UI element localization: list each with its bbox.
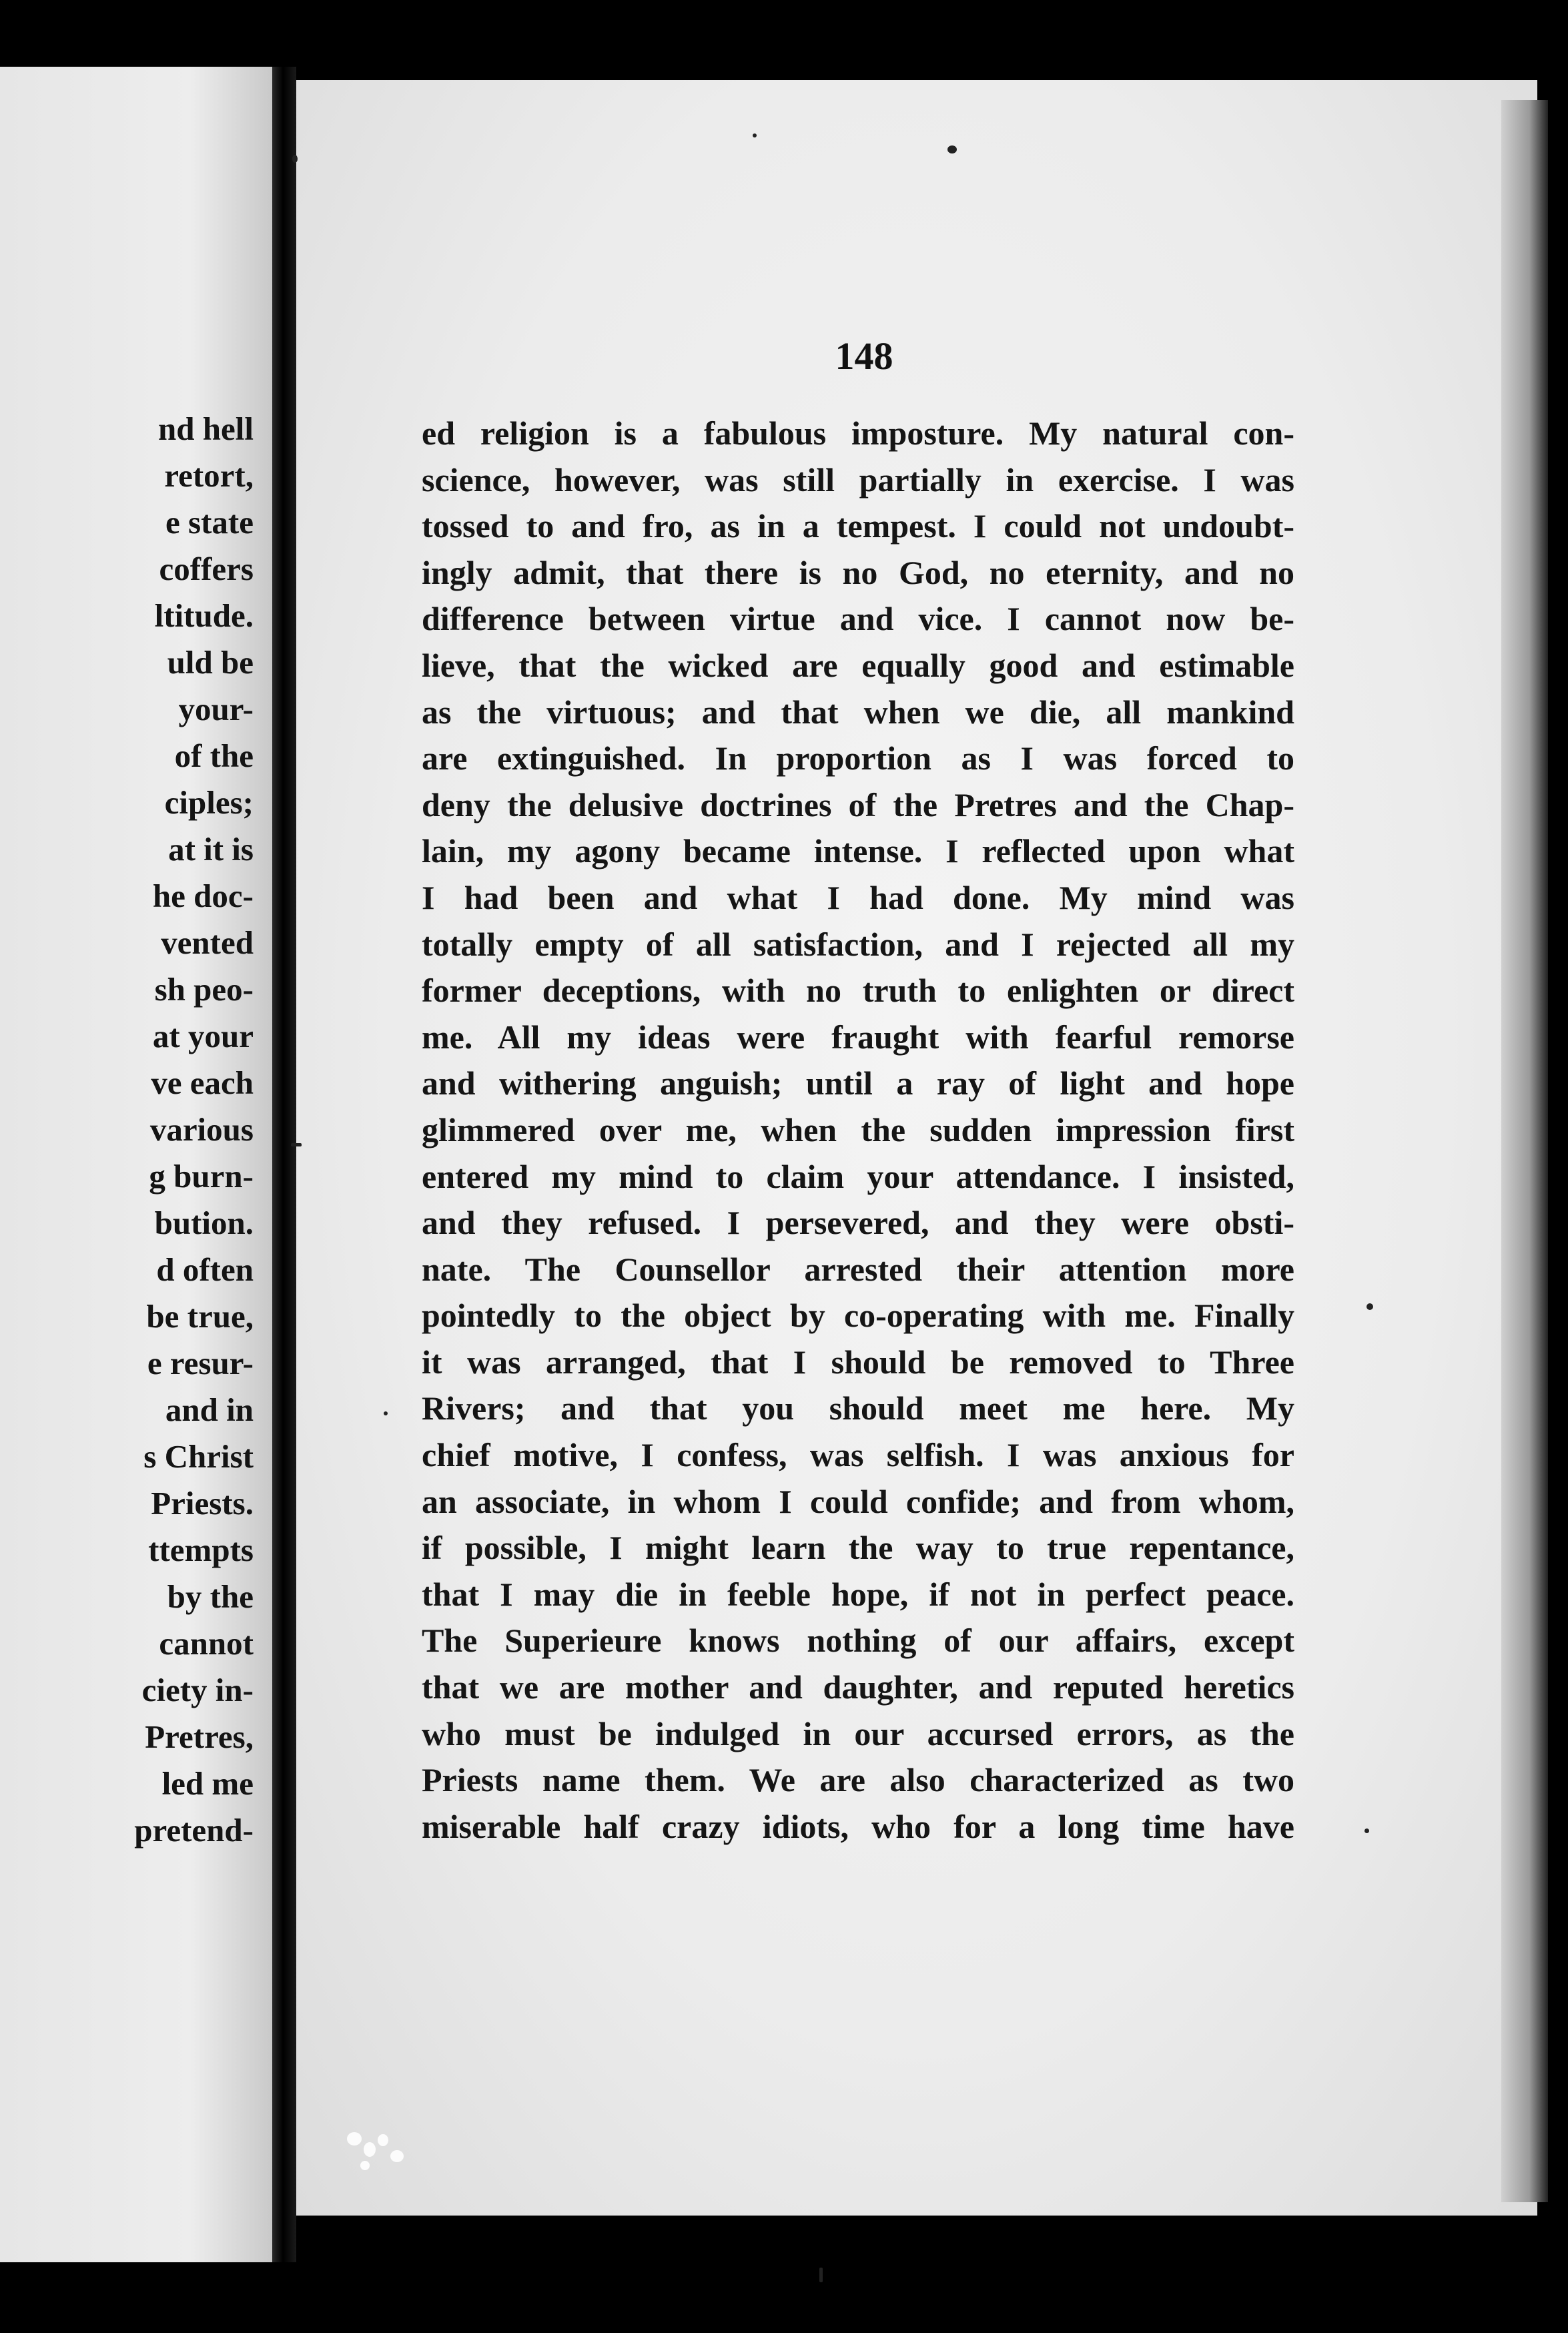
text-line: former deceptions, with no truth to enlighten or direct	[422, 972, 1294, 1010]
left-page-line-fragment: retort,	[164, 457, 254, 494]
left-page-line-fragment: coffers	[159, 551, 254, 587]
left-page-line-fragment: led me	[161, 1765, 254, 1802]
left-page-line-fragment: ciples;	[164, 784, 254, 821]
left-page-line-fragment: nd hell	[158, 410, 254, 447]
text-line: nate. The Counsellor arrested their attention more	[422, 1250, 1294, 1288]
text-line: me. All my ideas were fraught with fearful remorse	[422, 1018, 1294, 1056]
text-line: ed religion is a fabulous imposture. My natural con-	[422, 414, 1294, 452]
text-line: if possible, I might learn the way to true repentance,	[422, 1529, 1294, 1567]
text-line: and withering anguish; until a ray of light and hope	[422, 1064, 1294, 1102]
text-line: and they refused. I persevered, and they were obsti-	[422, 1204, 1294, 1242]
book-gutter	[272, 67, 296, 2262]
text-line: it was arranged, that I should be removed to Three	[422, 1343, 1294, 1381]
text-line: miserable half crazy idiots, who for a long time have	[422, 1807, 1294, 1845]
text-line: an associate, in whom I could confide; and from whom,	[422, 1482, 1294, 1520]
left-page-line-fragment: Pretres,	[145, 1718, 254, 1755]
left-page-line-fragment: pretend-	[134, 1812, 254, 1849]
text-line: difference between virtue and vice. I cannot now be-	[422, 600, 1294, 638]
text-line: who must be indulged in our accursed errors, as the	[422, 1714, 1294, 1752]
page-edge	[1501, 100, 1548, 2202]
left-page-line-fragment: d often	[156, 1251, 254, 1288]
dust-speck	[291, 1143, 302, 1146]
text-line: lieve, that the wicked are equally good and estimable	[422, 646, 1294, 684]
left-page-line-fragment: sh peo-	[154, 971, 254, 1008]
text-line: as the virtuous; and that when we die, all mankind	[422, 693, 1294, 731]
paper-blemish	[364, 2142, 376, 2157]
paper-blemish	[378, 2134, 388, 2146]
text-line: chief motive, I confess, was selfish. I was anxious for	[422, 1436, 1294, 1474]
left-page-line-fragment: cannot	[159, 1625, 254, 1662]
left-page-line-fragment: ciety in-	[141, 1672, 254, 1708]
left-page-line-fragment: g burn-	[149, 1158, 254, 1195]
left-page-line-fragment: and in	[165, 1391, 254, 1428]
text-line: glimmered over me, when the sudden impression first	[422, 1110, 1294, 1148]
text-line: deny the delusive doctrines of the Pretres and the Chap-	[422, 785, 1294, 823]
text-line: totally empty of all satisfaction, and I rejected all my	[422, 925, 1294, 963]
page-body-text	[422, 410, 1294, 1850]
dust-speck	[753, 133, 757, 137]
text-line: tossed to and fro, as in a tempest. I could not undoubt-	[422, 507, 1294, 545]
left-page-line-fragment: Priests.	[151, 1485, 254, 1522]
text-line: I had been and what I had done. My mind was	[422, 878, 1294, 916]
text-line: Priests name them. We are also characterized as two	[422, 1761, 1294, 1799]
page-number: 148	[835, 334, 893, 378]
left-page-line-fragment: ltitude.	[154, 597, 254, 634]
left-page-line-fragment: of the	[174, 737, 254, 774]
left-page-line-fragment: s Christ	[143, 1438, 254, 1475]
left-page-line-fragment: at your	[152, 1018, 254, 1054]
text-line: science, however, was still partially in exercise. I was	[422, 460, 1294, 498]
text-line: that we are mother and daughter, and reputed heretics	[422, 1668, 1294, 1706]
text-line: lain, my agony became intense. I reflected upon what	[422, 832, 1294, 870]
paper-blemish	[360, 2161, 370, 2170]
left-page-line-fragment: bution.	[154, 1205, 254, 1241]
text-line: pointedly to the object by co-operating with me. Finally	[422, 1297, 1294, 1335]
dust-speck	[292, 155, 298, 163]
left-page-line-fragment: your-	[178, 691, 254, 727]
dust-speck	[947, 145, 957, 153]
text-line: that I may die in feeble hope, if not in perfect peace.	[422, 1575, 1294, 1613]
dust-speck	[1366, 1303, 1373, 1310]
left-page-line-fragment: at it is	[168, 831, 254, 868]
left-page-line-fragment: be true,	[146, 1298, 254, 1335]
text-line: are extinguished. In proportion as I was forced to	[422, 739, 1294, 777]
left-page-line-fragment: uld be	[167, 644, 254, 681]
left-page-line-fragment: e state	[165, 504, 254, 541]
left-page-line-fragment: by the	[167, 1578, 254, 1615]
dust-speck	[384, 1411, 388, 1415]
dust-speck	[1364, 1828, 1369, 1833]
paper-blemish	[390, 2150, 404, 2162]
left-page-line-fragment: various	[149, 1111, 254, 1148]
left-page-line-fragment: ve each	[151, 1064, 254, 1101]
text-line: Rivers; and that you should meet me here. My	[422, 1389, 1294, 1427]
left-page-line-fragment: he doc-	[152, 878, 254, 914]
paper-blemish	[347, 2132, 362, 2145]
dust-speck	[819, 2268, 823, 2282]
text-line: The Superieure knows nothing of our affairs, except	[422, 1622, 1294, 1660]
text-line: ingly admit, that there is no God, no eternity, and no	[422, 553, 1294, 591]
left-page-line-fragment: e resur-	[147, 1345, 254, 1381]
text-line: entered my mind to claim your attendance. I insisted,	[422, 1157, 1294, 1195]
left-page-line-fragment: ttempts	[148, 1532, 254, 1568]
left-page-line-fragment: vented	[161, 924, 254, 961]
